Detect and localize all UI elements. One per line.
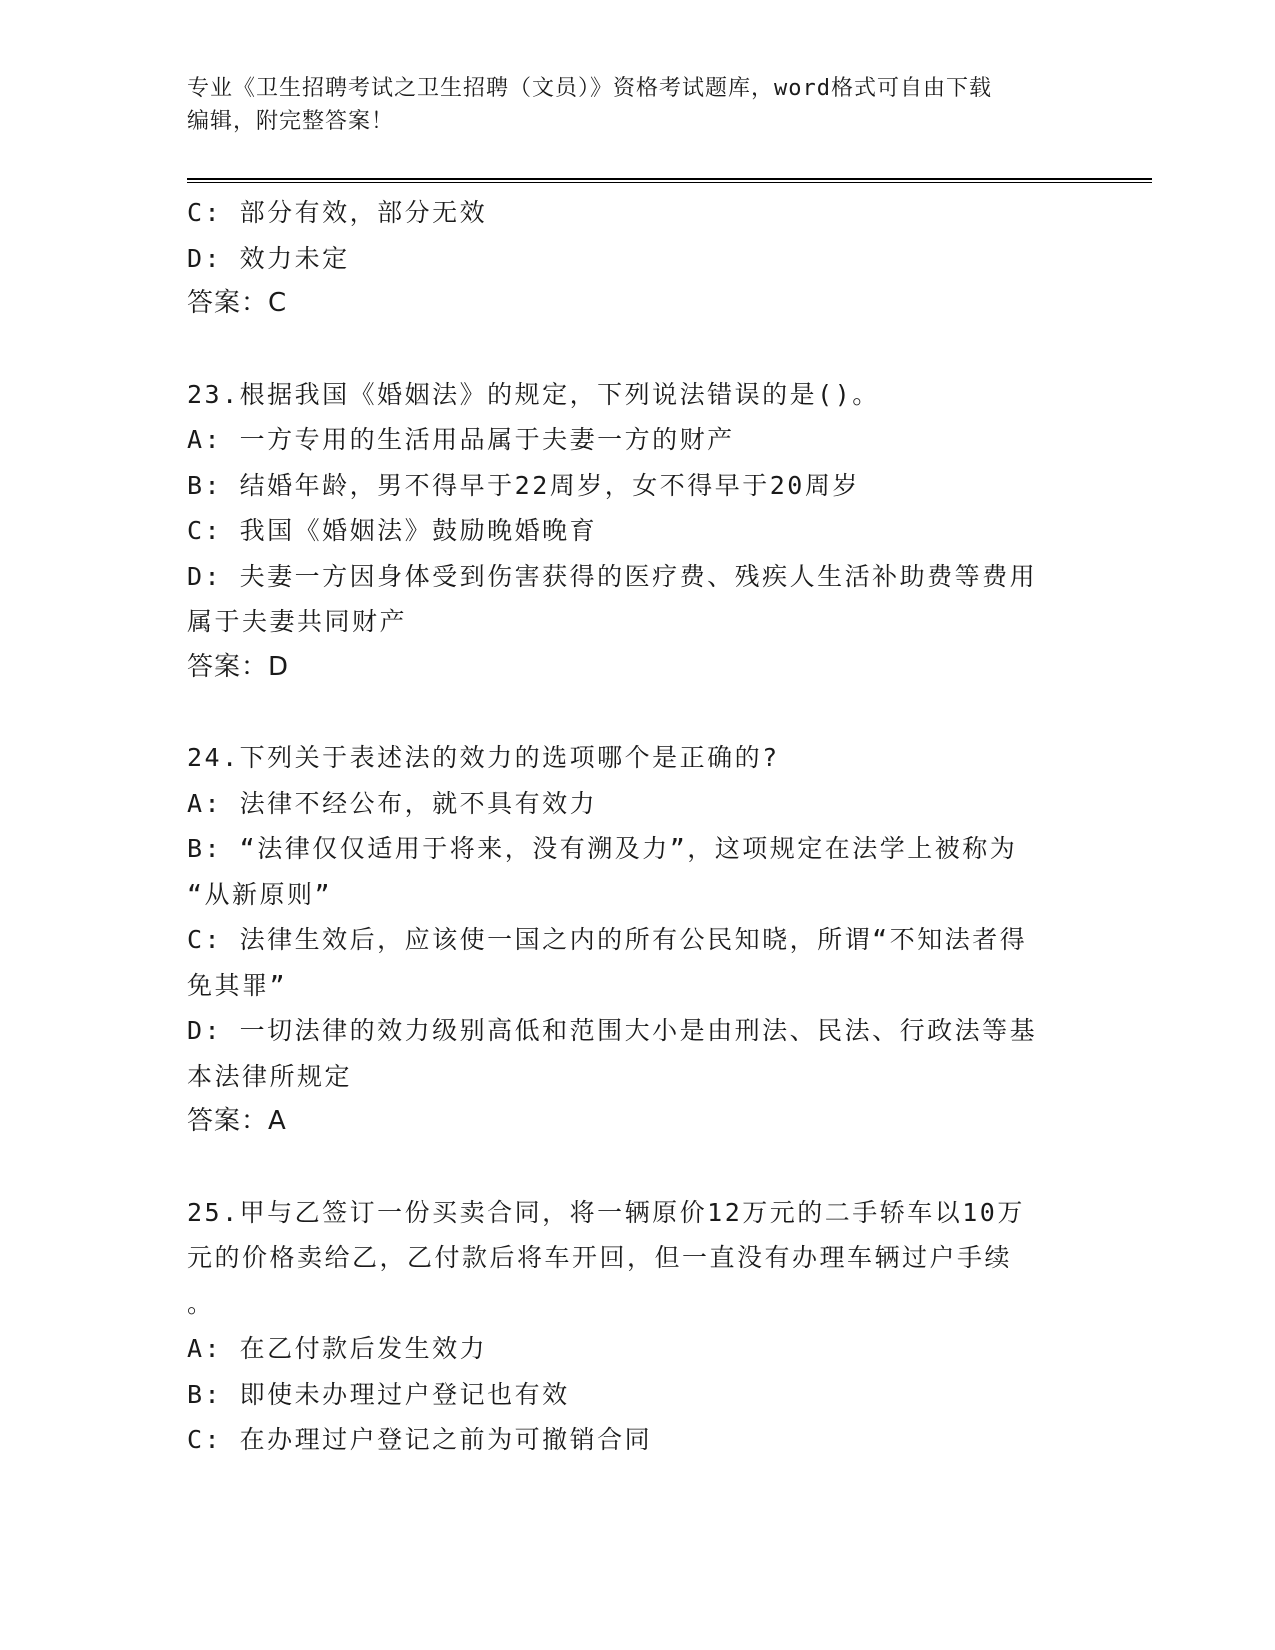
answer: 答案：D	[187, 651, 290, 682]
option-a: A: 在乙付款后发生效力	[187, 1334, 488, 1363]
option-a: A: 一方专用的生活用品属于夫妻一方的财产	[187, 425, 735, 454]
question-stem-line-2: 元的价格卖给乙，乙付款后将车开回，但一直没有办理车辆过户手续	[187, 1243, 1013, 1272]
option-d: D: 效力未定	[187, 243, 350, 273]
option-d-line-2: 本法律所规定	[187, 1061, 353, 1091]
spacer	[187, 327, 1087, 372]
question-24	[187, 735, 1087, 1145]
answer: 答案：C	[187, 288, 288, 318]
option-d-line-1: D: 一切法律的效力级别高低和范围大小是由刑法、民法、行政法等基	[187, 1016, 1038, 1045]
question-25	[187, 1190, 1087, 1463]
option-b-line-1: B: “法律仅仅适用于将来，没有溯及力”，这项规定在法学上被称为	[187, 834, 1018, 863]
spacer	[187, 690, 1087, 735]
option-c-line-2: 免其罪”	[187, 970, 288, 1000]
option-c: C: 在办理过户登记之前为可撤销合同	[187, 1425, 653, 1454]
question-stem-line-3: 。	[187, 1288, 215, 1318]
question-22-tail	[187, 190, 1087, 327]
option-d-line-2: 属于夫妻共同财产	[187, 607, 408, 636]
option-a: A: 法律不经公布，就不具有效力	[187, 788, 598, 818]
option-c-line-1: C: 法律生效后，应该使一国之内的所有公民知晓，所谓“不知法者得	[187, 925, 1028, 954]
question-stem: 23.根据我国《婚姻法》的规定，下列说法错误的是()。	[187, 379, 880, 409]
option-c: C: 我国《婚姻法》鼓励晚婚晚育	[187, 516, 598, 545]
header-line-2: 编辑，附完整答案！	[187, 109, 395, 134]
question-list	[187, 190, 1087, 1463]
answer: 答案：A	[187, 1106, 287, 1136]
question-stem-line-1: 25.甲与乙签订一份买卖合同，将一辆原价12万元的二手轿车以10万	[187, 1197, 1025, 1227]
option-b: B: 结婚年龄，男不得早于22周岁，女不得早于20周岁	[187, 470, 860, 500]
option-b-line-2: “从新原则”	[187, 879, 333, 909]
header-line-1: 专业《卫生招聘考试之卫生招聘（文员）》资格考试题库，word格式可自由下载	[187, 76, 992, 101]
option-c: C: 部分有效，部分无效	[187, 198, 488, 227]
option-b: B: 即使未办理过户登记也有效	[187, 1379, 570, 1409]
spacer	[187, 1145, 1087, 1190]
document-header	[187, 72, 1087, 138]
header-divider	[187, 178, 1152, 183]
question-23	[187, 372, 1087, 691]
option-d-line-1: D: 夫妻一方因身体受到伤害获得的医疗费、残疾人生活补助费等费用	[187, 561, 1038, 591]
question-stem: 24.下列关于表述法的效力的选项哪个是正确的?	[187, 743, 780, 772]
